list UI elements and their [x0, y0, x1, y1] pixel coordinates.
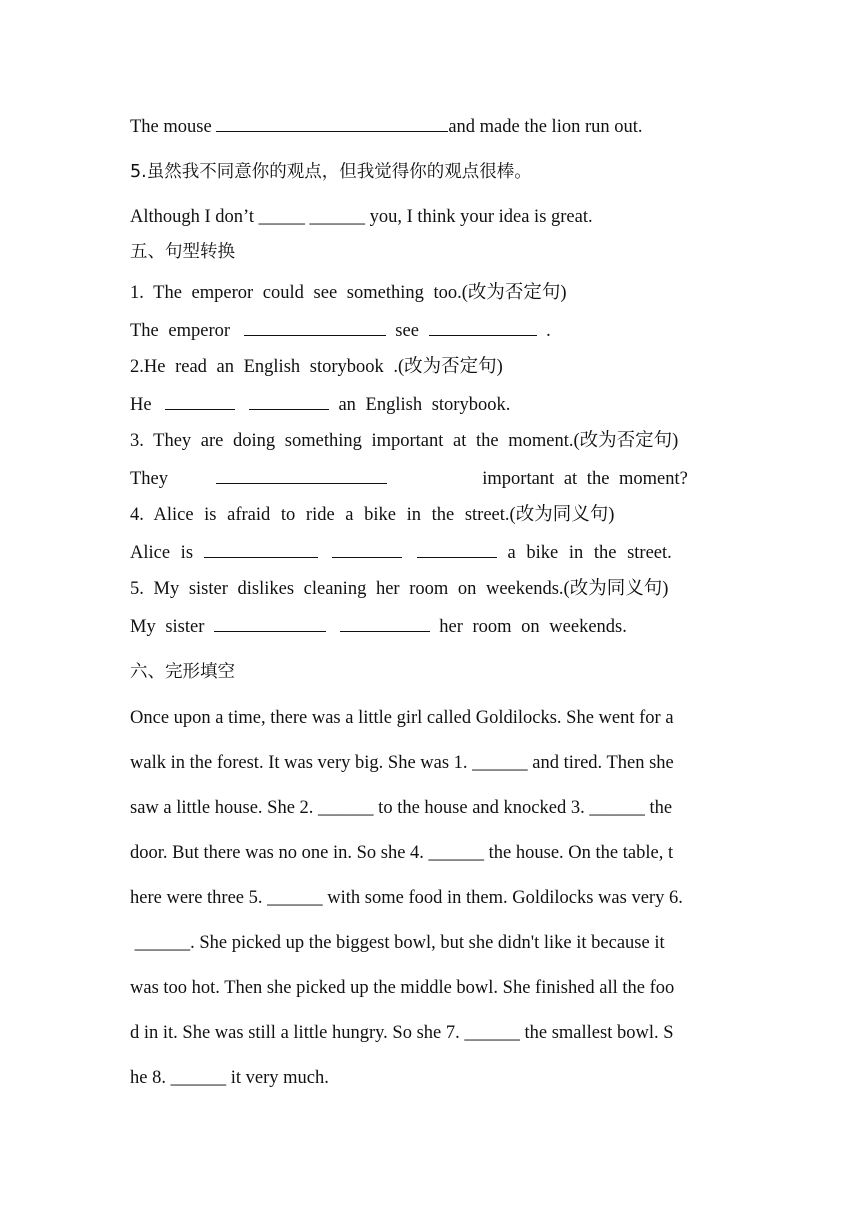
answer-blank[interactable]	[214, 615, 326, 632]
text: see	[395, 321, 419, 341]
transform-question-4: 4. Alice is afraid to ride a bike in the street.(改为同义句)	[130, 505, 615, 525]
text: My sister	[130, 617, 205, 637]
cloze-line: he 8. ______ it very much.	[130, 1068, 329, 1088]
cloze-line: here were three 5. ______ with some food in them. Goldilocks was very 6.	[130, 888, 683, 908]
mouse-sentence	[130, 115, 643, 139]
transform-answer-5	[130, 615, 627, 639]
answer-blank[interactable]	[216, 467, 387, 484]
text: He	[130, 395, 152, 415]
answer-blank[interactable]	[216, 115, 448, 132]
answer-blank[interactable]	[332, 541, 402, 558]
transform-question-3: 3. They are doing something important at the moment.(改为否定句)	[130, 431, 679, 451]
answer-blank[interactable]	[244, 319, 386, 336]
answer-blank[interactable]	[429, 319, 537, 336]
text: her room on weekends.	[439, 617, 627, 637]
text: .	[546, 321, 551, 341]
question-5-chinese: 5.虽然我不同意你的观点，但我觉得你的观点很棒。	[130, 162, 532, 182]
answer-blank[interactable]	[249, 393, 329, 410]
transform-question-1: 1. The emperor could see something too.(改为否定句)	[130, 283, 567, 303]
text: They	[130, 469, 169, 489]
answer-blank[interactable]	[204, 541, 318, 558]
text: The emperor	[130, 321, 231, 341]
cloze-line: was too hot. Then she picked up the middle bowl. She finished all the foo	[130, 978, 675, 998]
text: a bike in the street.	[507, 543, 672, 563]
text: important at the moment?	[482, 469, 688, 489]
transform-answer-3	[130, 467, 688, 491]
question-5-english: Although I don’t _____ ______ you, I think your idea is great.	[130, 207, 593, 227]
text: an English storybook.	[338, 395, 511, 415]
answer-blank[interactable]	[340, 615, 430, 632]
transform-answer-2	[130, 393, 510, 417]
cloze-line: ______. She picked up the biggest bowl, but she didn't like it because it	[130, 933, 665, 953]
cloze-line: saw a little house. She 2. ______ to the house and knocked 3. ______ the	[130, 798, 673, 818]
answer-blank[interactable]	[417, 541, 497, 558]
cloze-line: walk in the forest. It was very big. She was 1. ______ and tired. Then she	[130, 753, 674, 773]
text: and made the lion run out.	[448, 117, 643, 137]
transform-question-5: 5. My sister dislikes cleaning her room on weekends.(改为同义句)	[130, 579, 669, 599]
cloze-line: door. But there was no one in. So she 4. ______ the house. On the table, t	[130, 843, 674, 863]
cloze-line: d in it. She was still a little hungry. So she 7. ______ the smallest bowl. S	[130, 1023, 674, 1043]
text: Alice is	[130, 543, 194, 563]
transform-answer-4	[130, 541, 672, 565]
section-5-title: 五、句型转换	[130, 242, 235, 262]
answer-blank[interactable]	[165, 393, 235, 410]
transform-answer-1	[130, 319, 551, 343]
cloze-line: Once upon a time, there was a little girl called Goldilocks. She went for a	[130, 708, 674, 728]
transform-question-2: 2.He read an English storybook .(改为否定句)	[130, 357, 503, 377]
text: The mouse	[130, 117, 212, 137]
section-6-title: 六、完形填空	[130, 662, 235, 682]
